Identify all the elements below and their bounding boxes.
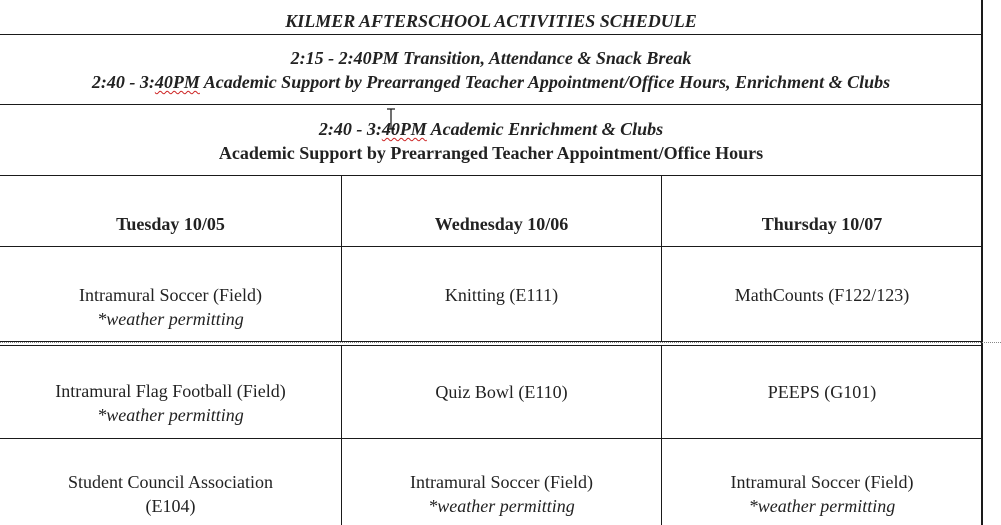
text-cursor-icon <box>385 108 397 130</box>
spellcheck-flagged-word[interactable]: 40PM <box>381 119 427 139</box>
day-header-thursday[interactable]: Thursday 10/07 <box>761 214 883 234</box>
activity-note: *weather permitting <box>97 309 244 329</box>
activity-cell[interactable] <box>0 464 341 524</box>
activity-name: Intramural Soccer (Field) <box>410 472 593 492</box>
schedule-1-line-1[interactable]: 2:15 - 2:40PM Transition, Attendance & Snack Break <box>290 48 692 68</box>
activity-name: Intramural Soccer (Field) <box>79 285 262 305</box>
spellcheck-flagged-word[interactable]: 40PM <box>154 72 200 92</box>
schedule-2-line-1[interactable] <box>0 117 982 141</box>
activity-name: PEEPS (G101) <box>767 381 877 402</box>
activity-cell[interactable] <box>0 368 341 438</box>
activity-cell[interactable] <box>342 345 661 438</box>
page-break-dotted-line <box>0 342 1001 343</box>
activity-cell[interactable] <box>662 345 982 438</box>
activity-name: Intramural Soccer (Field) <box>730 472 914 492</box>
divider-line <box>0 104 982 105</box>
activity-cell[interactable] <box>342 248 661 342</box>
activity-cell[interactable] <box>662 464 982 524</box>
schedule-1-line-2[interactable] <box>0 70 982 94</box>
schedule-block-1[interactable] <box>0 46 982 94</box>
activity-name: Student Council Association <box>68 472 273 492</box>
activity-cell[interactable] <box>0 272 341 342</box>
activity-name: MathCounts (F122/123) <box>734 285 910 305</box>
day-header-wednesday[interactable]: Wednesday 10/06 <box>434 214 569 234</box>
schedule-block-2[interactable] <box>0 117 982 165</box>
activity-name: Quiz Bowl (E110) <box>435 381 568 402</box>
schedule-1-line-2-end: Academic Support by Prearranged Teacher Appointment/Office Hours, Enrichment & Clubs <box>199 72 891 92</box>
activity-cell[interactable] <box>342 464 661 524</box>
schedule-2-line-2[interactable]: Academic Support by Prearranged Teacher Appointment/Office Hours <box>218 143 764 163</box>
divider-line <box>0 438 982 439</box>
activity-note: *weather permitting <box>748 496 896 516</box>
schedule-2-line-1-end: Academic Enrichment & Clubs <box>426 119 664 139</box>
activity-note: *weather permitting <box>97 405 244 425</box>
schedule-title[interactable]: KILMER AFTERSCHOOL ACTIVITIES SCHEDULE <box>285 11 697 31</box>
schedule-1-line-2-start: 2:40 - 3: <box>91 72 155 92</box>
day-header-tuesday[interactable]: Tuesday 10/05 <box>116 214 225 234</box>
activity-name: Intramural Flag Football (Field) <box>55 381 286 401</box>
schedule-2-line-1-start: 2:40 - 3: <box>318 119 382 139</box>
divider-line <box>0 175 982 176</box>
activity-note: *weather permitting <box>428 496 575 516</box>
activity-name: Knitting (E111) <box>444 285 559 305</box>
divider-line <box>0 34 982 35</box>
activity-cell[interactable] <box>662 248 982 342</box>
activity-name-line-2: (E104) <box>145 496 196 516</box>
